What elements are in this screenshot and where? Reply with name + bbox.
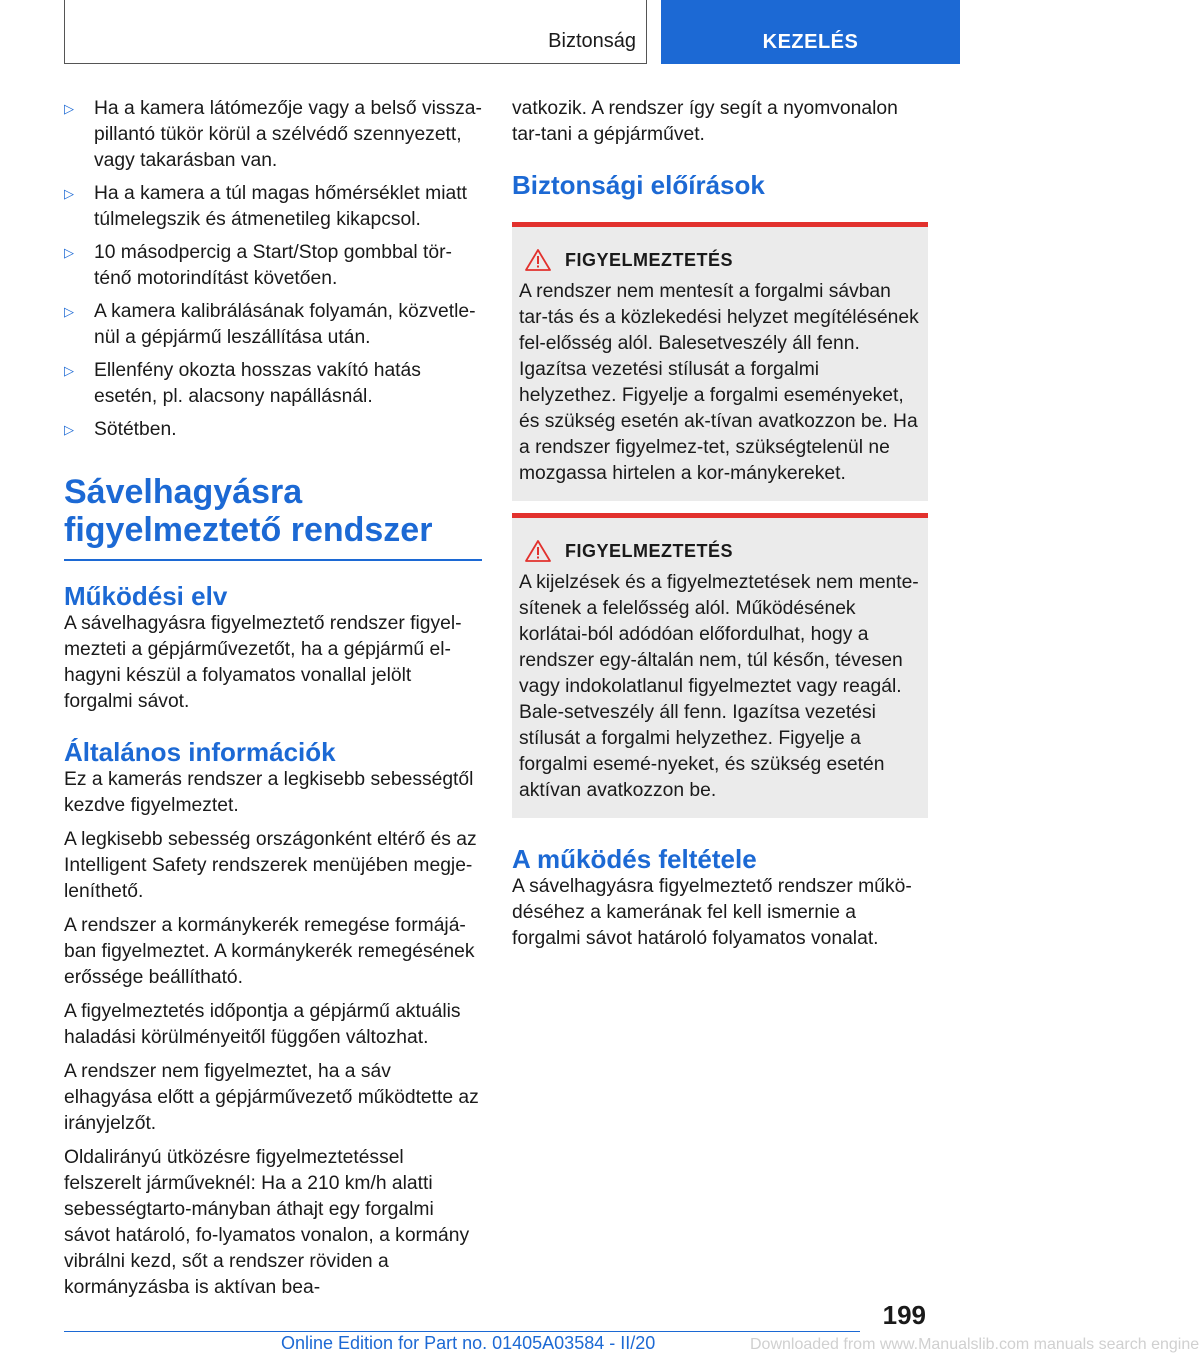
page-title: Sávelhagyásra figyelmeztető rendszer: [64, 473, 482, 561]
section-paragraph: Ez a kamerás rendszer a legkisebb sebességtől kezdve figyelmeztet.: [64, 769, 474, 816]
list-item: ▷ Ha a kamera a túl magas hőmérséklet miatt túlmelegszik és átmenetileg kikapcsol.: [64, 183, 467, 230]
watermark: Downloaded from www.Manualslib.com manuals search engine: [750, 1336, 1199, 1353]
header-section-box: [64, 0, 647, 64]
section-heading-conditions: A működés feltétele: [512, 844, 757, 874]
section-paragraph: A rendszer a kormánykerék remegése formájá-ban figyelmeztet. A kormánykerék remegésének erőssége beállítható.: [64, 915, 475, 988]
left-column: [64, 96, 482, 1309]
triangle-right-icon: ▷: [64, 245, 74, 260]
list-item: ▷ Ha a kamera látómezője vagy a belső vissza-pillantó tükör körül a szélvédő szennyezett, vagy takarásban van.: [64, 98, 482, 171]
warning-box: [512, 222, 928, 501]
section-paragraph: A rendszer nem figyelmeztet, ha a sáv elhagyása előtt a gépjárművezető működtette az irányjelzőt.: [64, 1061, 479, 1134]
triangle-right-icon: ▷: [64, 101, 74, 116]
warning-text: A rendszer nem mentesít a forgalmi sávban tar-tás és a közlekedési helyzet megítélésének fel-elősség alól. Balesetveszély áll fenn. Igazítsa vezetési stílusát a forgalmi helyzethez. Figyelje a forgalmi eseményeket, és szükség esetén ak-tívan avatkozzon be. Ha a rendszer figyelmez-tet, szükségtelenül ne mozgassa hirtelen a kor-mánykereket.: [519, 281, 919, 484]
list-item: ▷ A kamera kalibrálásának folyamán, közvetle-nül a gépjármű leszállítása után.: [64, 301, 476, 348]
warning-header: [519, 538, 921, 564]
section-heading-principle: Működési elv: [64, 581, 228, 611]
warning-title: FIGYELMEZTETÉS: [565, 250, 734, 270]
section-paragraph: A sávelhagyásra figyelmeztető rendszer figyel-mezteti a gépjárművezetőt, ha a gépjármű el-hagyni készül a folyamatos vonallal jelölt forgalmi sávot.: [64, 613, 462, 712]
triangle-right-icon: ▷: [64, 422, 74, 437]
header-section-label: Biztonság: [548, 30, 636, 52]
condition-bullet-list: [64, 96, 482, 443]
section-heading-general-info: Általános információk: [64, 737, 336, 767]
list-item: ▷ Ellenfény okozta hosszas vakító hatás esetén, pl. alacsony napállásnál.: [64, 360, 421, 407]
warning-header: [519, 247, 921, 273]
section-paragraph: A figyelmeztetés időpontja a gépjármű aktuális haladási körülményeitől függően változhat.: [64, 1001, 461, 1048]
list-item: ▷ 10 másodpercig a Start/Stop gombbal tör-ténő motorindítást követően.: [64, 242, 452, 289]
continuation-paragraph: vatkozik. A rendszer így segít a nyomvonalon tar-tani a gépjárművet.: [512, 98, 898, 145]
right-column: [512, 96, 928, 960]
page-number: 199: [882, 1300, 926, 1330]
section-paragraph: A legkisebb sebesség országonként eltérő és az Intelligent Safety rendszerek menüjében megje-leníthető.: [64, 829, 477, 902]
warning-title: FIGYELMEZTETÉS: [565, 541, 734, 561]
triangle-right-icon: ▷: [64, 363, 74, 378]
warning-triangle-icon: [525, 540, 551, 562]
warning-text: A kijelzések és a figyelmeztetések nem mente-sítenek a felelősség alól. Működésének korlátai-ból adódóan előfordulhat, hogy a rendszer egy-általán nem, túl későn, tévesen vagy indokolatlanul figyelmeztet vagy reagál. Bale-setveszély áll fenn. Igazítsa vezetési stílusát a forgalmi helyzethez. Figyelje a forgalmi esemé-nyeket, és szükség esetén aktívan avatkozzon be.: [519, 572, 919, 801]
warning-triangle-icon: [525, 249, 551, 271]
footer-edition: Online Edition for Part no. 01405A03584 - II/20: [281, 1333, 656, 1353]
header-chapter-tab: KEZELÉS: [661, 0, 960, 64]
section-paragraph: A sávelhagyásra figyelmeztető rendszer műkö-déséhez a kamerának fel kell ismernie a forgalmi sávot határoló folyamatos vonalat.: [512, 876, 912, 949]
list-item: ▷ Sötétben.: [64, 417, 482, 443]
footer-divider: [64, 1331, 860, 1332]
triangle-right-icon: ▷: [64, 186, 74, 201]
triangle-right-icon: ▷: [64, 304, 74, 319]
section-paragraph: Oldalirányú ütközésre figyelmeztetéssel felszerelt járműveknél: Ha a 210 km/h alatti sebességtarto-mányban áthajt egy forgalmi sávot határoló, fo-lyamatos vonalon, a kormány vibrálni kezd, sőt a rendszer röviden a kormányzásba is aktívan bea-: [64, 1147, 470, 1298]
section-heading-safety: Biztonsági előírások: [512, 170, 765, 200]
warning-box: [512, 513, 928, 818]
